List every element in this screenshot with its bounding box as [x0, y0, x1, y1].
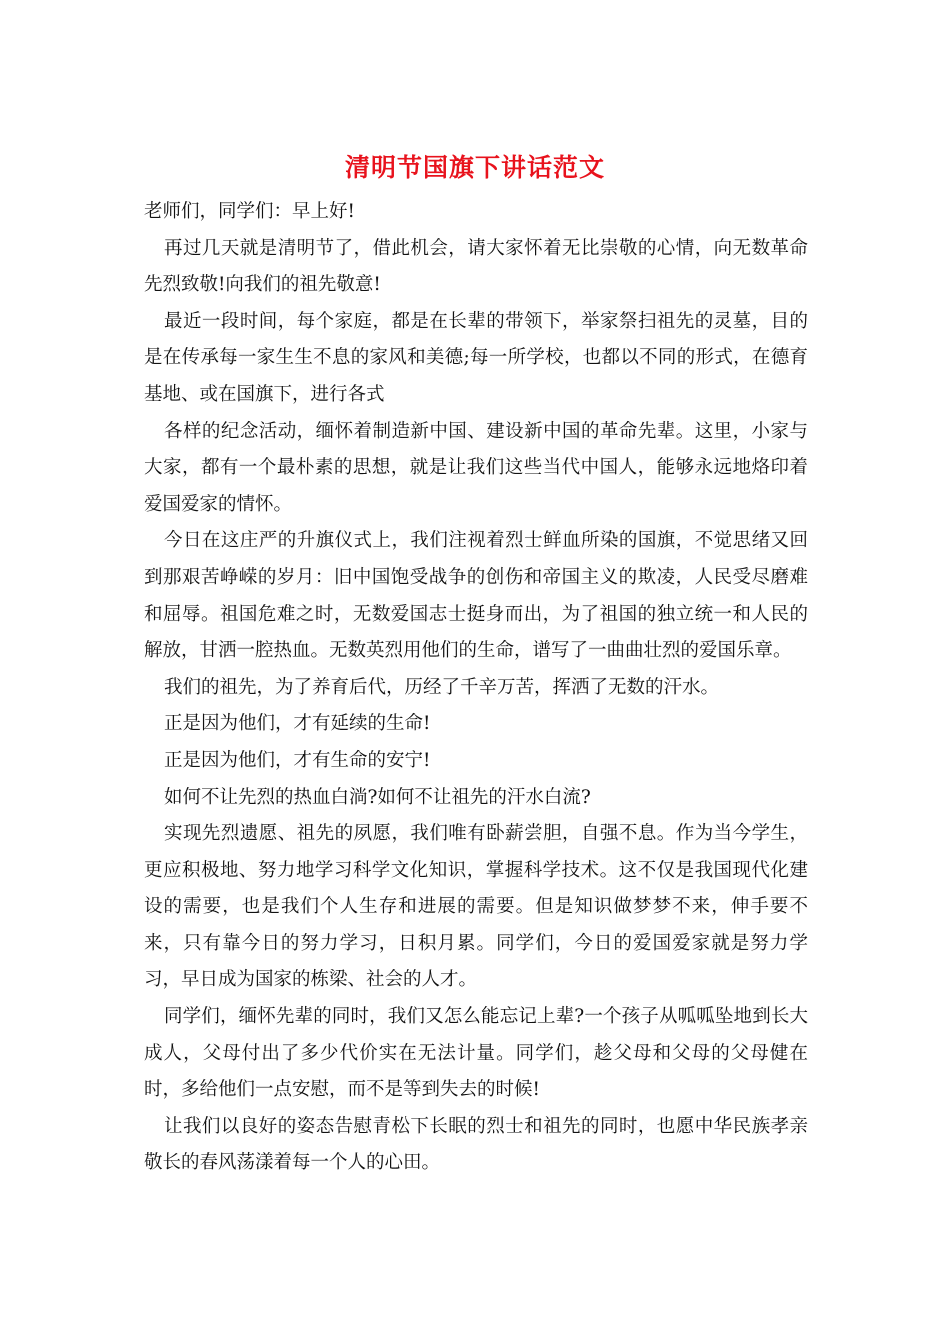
- paragraph: 我们的祖先，为了养育后代，历经了千辛万苦，挥洒了无数的汗水。: [164, 676, 720, 698]
- paragraph: 实现先烈遗愿、祖先的夙愿，我们唯有卧薪尝胆，自强不息。作为当今学生，更应积极地、努力地学习科学文化知识，掌握科学技术。这不仅是我国现代化建设的需要，也是我们个人生存和进展的需要。但是知识做梦梦不来，伸手要不来，只有靠今日的努力学习，日积月累。同学们，今日的爱国爱家就是努力学习，早日成为国家的栋梁、社会的人才。: [144, 823, 808, 991]
- paragraph: 如何不让先烈的热血白淌?如何不让祖先的汗水白流?: [164, 786, 591, 808]
- paragraph-greeting: 老师们，同学们：早上好!: [144, 201, 355, 222]
- paragraph: 同学们，缅怀先辈的同时，我们又怎么能忘记上辈?一个孩子从呱呱坠地到长大成人，父母付出了多少代价实在无法计量。同学们，趁父母和父母的父母健在时，多给他们一点安慰，而不是等到失去的时候!: [144, 1006, 808, 1101]
- document-body: [144, 194, 808, 1182]
- paragraph: 各样的纪念活动，缅怀着制造新中国、建设新中国的革命先辈。这里，小家与大家，都有一个最朴素的思想，就是让我们这些当代中国人，能够永远地烙印着爱国爱家的情怀。: [144, 420, 808, 515]
- paragraph: 最近一段时间，每个家庭，都是在长辈的带领下，举家祭扫祖先的灵墓，目的是在传承每一家生生不息的家风和美德;每一所学校，也都以不同的形式，在德育基地、或在国旗下，进行各式: [144, 310, 808, 405]
- paragraph: 今日在这庄严的升旗仪式上，我们注视着烈士鲜血所染的国旗，不觉思绪又回到那艰苦峥嵘的岁月：旧中国饱受战争的创伤和帝国主义的欺凌，人民受尽磨难和屈辱。祖国危难之时，无数爱国志士挺身而出，为了祖国的独立统一和人民的解放，甘洒一腔热血。无数英烈用他们的生命，谱写了一曲曲壮烈的爱国乐章。: [144, 530, 808, 662]
- paragraph: 让我们以良好的姿态告慰青松下长眠的烈士和祖先的同时，也愿中华民族孝亲敬长的春风荡漾着每一个人的心田。: [144, 1115, 808, 1174]
- paragraph: 再过几天就是清明节了，借此机会，请大家怀着无比崇敬的心情，向无数革命先烈致敬!向我们的祖先敬意!: [144, 237, 808, 296]
- paragraph: 正是因为他们，才有生命的安宁!: [164, 749, 431, 771]
- paragraph: 正是因为他们，才有延续的生命!: [164, 713, 431, 735]
- document-title: 清明节国旗下讲话范文: [344, 153, 605, 182]
